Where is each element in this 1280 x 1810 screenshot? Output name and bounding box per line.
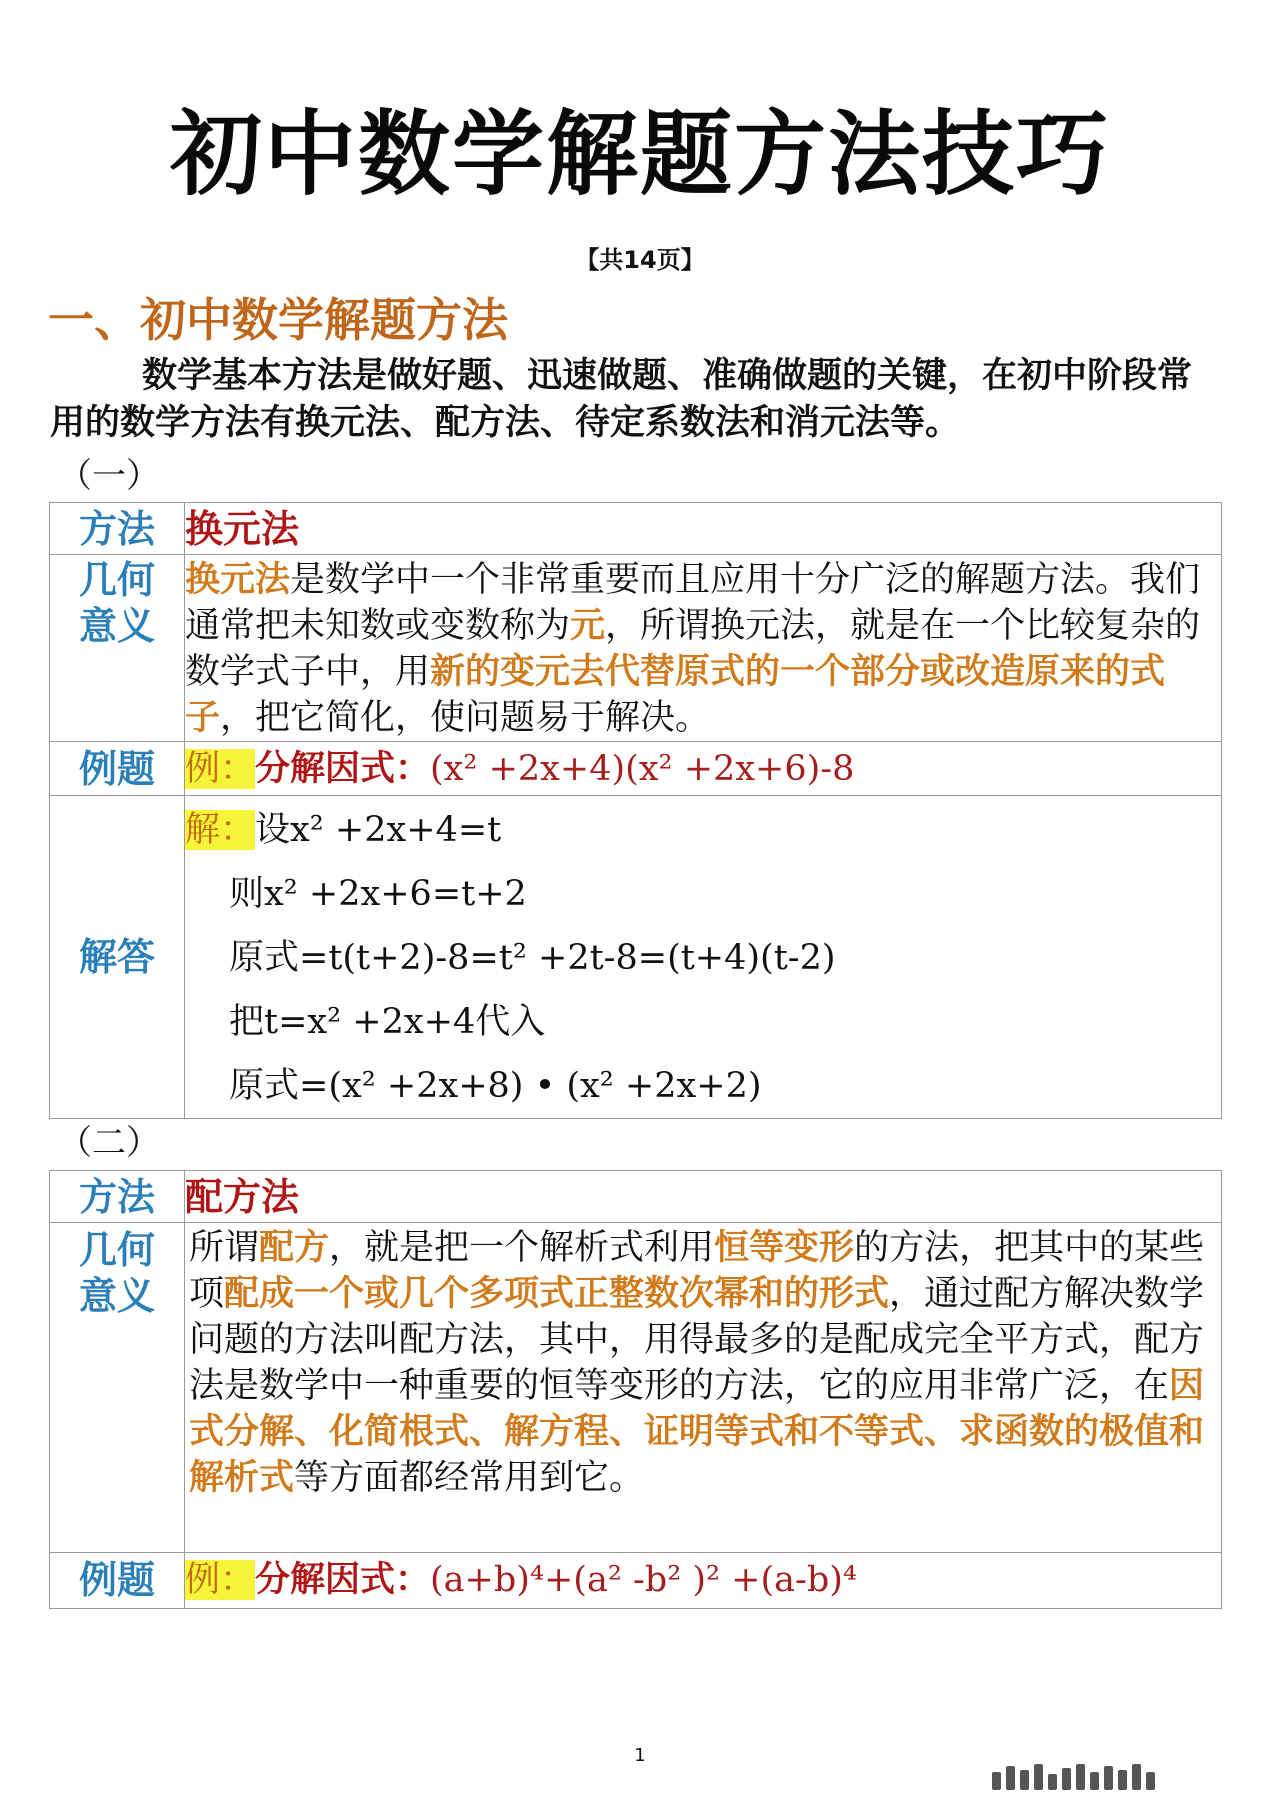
- part1-method-table: [49, 502, 1222, 1119]
- method-row: [50, 1171, 1222, 1223]
- method-name: 配方法: [185, 1171, 1222, 1223]
- part1-label: （一）: [58, 456, 160, 496]
- meaning-emphasis: 新的变元去代替原式的一个部分或改造原来的式子: [185, 651, 1166, 738]
- meaning-text: [185, 555, 1222, 742]
- method-label: 方法: [50, 503, 185, 555]
- meaning-emphasis: 换元法: [185, 559, 291, 600]
- example-content: [185, 1553, 1222, 1609]
- meaning-label-line1: 几何: [78, 557, 155, 602]
- solution-step: 设x² +2x+4=t: [255, 810, 502, 850]
- meaning-label: [50, 1223, 185, 1553]
- meaning-row: [50, 1223, 1222, 1553]
- answer-label: 解答: [50, 796, 185, 1119]
- solution-step: 则x² +2x+6=t+2: [229, 874, 527, 914]
- solution-step: 原式=(x² +2x+8) • (x² +2x+2): [229, 1066, 762, 1106]
- example-prefix: 例：: [185, 1560, 256, 1600]
- meaning-label: [50, 555, 185, 742]
- example-label: 例题: [50, 1553, 185, 1609]
- meaning-label-line2: 意义: [78, 603, 155, 648]
- meaning-emphasis: 配方: [259, 1227, 330, 1268]
- meaning-body: ，就是把一个解析式利用: [329, 1228, 715, 1268]
- document-title: 初中数学解题方法技巧: [169, 101, 1110, 208]
- meaning-body: ，通过配方解决数学问题的方法叫配方法，其中，用得最多的是配成完全平方式，配方法是数学中一种重要的恒等变形的方法，它的应用非常广泛，在: [189, 1274, 1205, 1406]
- page-count: 【共14页】: [575, 246, 705, 274]
- example-prefix: 例：: [185, 749, 256, 789]
- meaning-body: 是数学中一个非常重要而且应用十分广泛的解题方法。我们通常把未知数或变数称为: [185, 560, 1201, 646]
- meaning-emphasis: 恒等变形: [714, 1227, 855, 1268]
- meaning-row: [50, 555, 1222, 742]
- meaning-body: 的方法，把其中的某些项: [189, 1228, 1205, 1314]
- method-name: 换元法: [185, 503, 1222, 555]
- watermark-icon: [992, 1764, 1155, 1790]
- part2-label: （二）: [58, 1123, 160, 1163]
- solution-step: 原式=t(t+2)-8=t² +2t-8=(t+4)(t-2): [229, 938, 836, 978]
- example-content: [185, 742, 1222, 796]
- part2-method-table: [49, 1170, 1222, 1609]
- meaning-body: ，把它简化，使问题易于解决。: [220, 698, 711, 738]
- meaning-label-line2: 意义: [78, 1273, 155, 1318]
- meaning-label-line1: 几何: [78, 1227, 155, 1272]
- meaning-emphasis: 配成一个或几个多项式正整数次幂和的形式: [224, 1273, 890, 1314]
- example-row: [50, 1553, 1222, 1609]
- solution-prefix: 解：: [185, 810, 256, 850]
- meaning-emphasis: 因式分解、化简根式、解方程、证明等式和不等式、求函数的极值和解析式: [189, 1365, 1205, 1498]
- example-formula: (a+b)⁴+(a² -b² )² +(a-b)⁴: [430, 1560, 857, 1600]
- meaning-emphasis: 元: [570, 605, 606, 646]
- example-text: 分解因式：: [255, 748, 431, 789]
- example-text: 分解因式：: [255, 1559, 431, 1600]
- solution-line: [185, 798, 1221, 862]
- method-row: [50, 503, 1222, 555]
- meaning-text: [185, 1223, 1222, 1553]
- page-number: 1: [634, 1745, 646, 1766]
- answer-row: [50, 796, 1222, 1119]
- intro-paragraph: 数学基本方法是做好题、迅速做题、准确做题的关键，在初中阶段常用的数学方法有换元法、配方法、待定系数法和消元法等。: [50, 355, 1193, 443]
- meaning-body: 所谓: [189, 1228, 260, 1268]
- method-label: 方法: [50, 1171, 185, 1223]
- example-label: 例题: [50, 742, 185, 796]
- example-formula: (x² +2x+4)(x² +2x+6)-8: [430, 749, 855, 789]
- solution: [185, 796, 1222, 1119]
- meaning-body: 等方面都经常用到它。: [294, 1458, 645, 1498]
- example-row: [50, 742, 1222, 796]
- solution-step: 把t=x² +2x+4代入: [229, 1002, 546, 1042]
- meaning-body: ，所谓换元法，就是在一个比较复杂的数学式子中，用: [185, 606, 1201, 692]
- section-heading: 一、初中数学解题方法: [48, 293, 508, 347]
